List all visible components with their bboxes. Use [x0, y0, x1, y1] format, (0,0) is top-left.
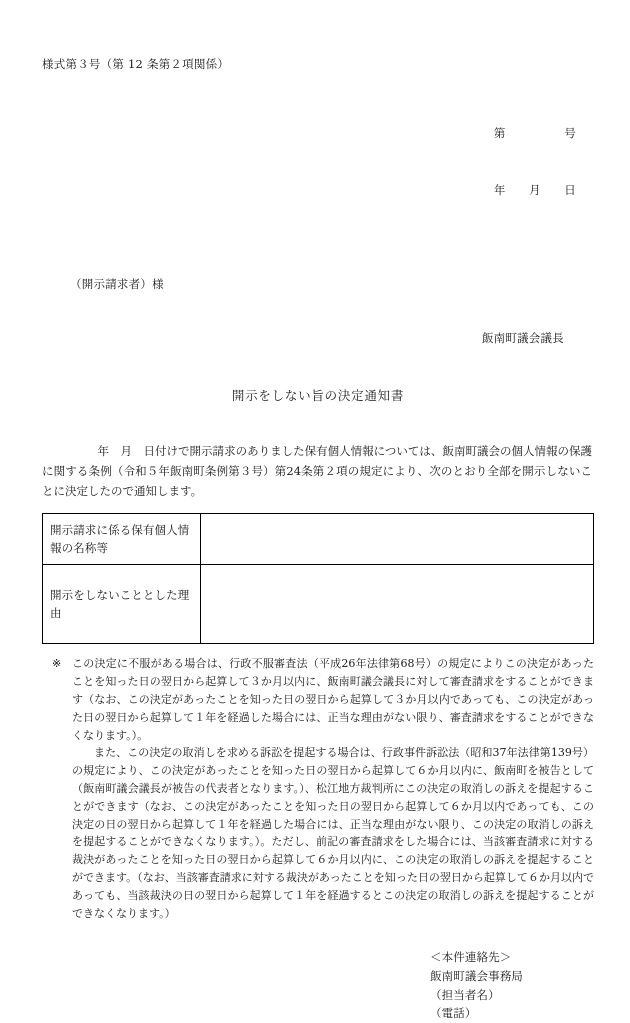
- note-paragraph-appeal: この決定に不服がある場合は、行政不服審査法（平成26年法律第68号）の規定によりこの決定があったことを知った日の翌日から起算して３か月以内に、飯南町議会議長に対して審査請求をすることができます（なお、この決定があったことを知った日の翌日から起算して３か月以内であっても、この決定があった日の翌日から起算して１年を経過した場合には、正当な理由がない限り、審査請求をすることができなくなります。）。: [72, 657, 594, 742]
- table-row: [43, 514, 594, 565]
- body-paragraph: [42, 442, 594, 501]
- table-row: [43, 565, 594, 644]
- note-paragraph-litigation: また、この決定の取消しを求める訴訟を提起する場合は、行政事件訴訟法（昭和37年法律第139号）の規定により、この決定があったことを知った日の翌日から起算して６か月以内に、飯南町を被告として（飯南町議会議長が被告の代表者となります。）、松江地方裁判所にこの決定の取消しの訴えを提起することができます（なお、この決定があったことを知った日の翌日から起算して６か月以内であっても、この決定の日の翌日から起算して１年を経過した場合には、正当な理由がない限り、この決定の取消しの訴えを提起することができなくなります。）。ただし、前記の審査請求をした場合には、当該審査請求に対する裁決があったことを知った日の翌日から起算して６か月以内に、この決定の取消しの訴えを提起することができます。（なお、当該審査請求に対する裁決があったことを知った日の翌日から起算して６か月以内であっても、当該裁決の日の翌日から起算して１年を経過するとこの決定の取消しの訴えを提起することができなくなります。）: [72, 746, 594, 920]
- issuer-line: 飯南町議会議長: [481, 331, 564, 345]
- contact-phone: （電話）: [430, 1006, 477, 1021]
- body-paragraph-text: 年 月 日付けで開示請求のありました保有個人情報については、飯南町議会の個人情報の保護に関する条例（令和５年飯南町条例第３号）第24条第２項の規定により、次のとおり全部を開示しないことに決定したので通知します。: [42, 444, 592, 498]
- note-body: [72, 655, 594, 922]
- contact-block: [42, 948, 594, 1023]
- form-number: 様式第３号（第 12 条第２項関係）: [42, 57, 230, 71]
- document-meta: [42, 86, 594, 238]
- note-mark-icon: ※: [52, 657, 62, 671]
- contact-person: （担当者名）: [430, 987, 500, 1002]
- table-row-label: 開示請求に係る保有個人情報の名称等: [43, 514, 201, 565]
- document-title: 開示をしない旨の決定通知書: [231, 388, 405, 403]
- table-row-value[interactable]: [201, 514, 594, 565]
- table-row-label: 開示をしないこととした理由: [43, 565, 201, 644]
- document-date-line: 年 月 日: [493, 183, 576, 198]
- notes-section: [42, 655, 594, 922]
- contact-office: 飯南町議会事務局: [430, 969, 523, 984]
- note-block: [42, 655, 594, 922]
- contact-heading: ＜本件連絡先＞: [430, 950, 512, 965]
- document-number-line: 第 号: [493, 126, 576, 141]
- addressee-line: （開示請求者）様: [70, 277, 164, 291]
- table-row-value[interactable]: [201, 565, 594, 644]
- disclosure-info-table: [42, 513, 594, 644]
